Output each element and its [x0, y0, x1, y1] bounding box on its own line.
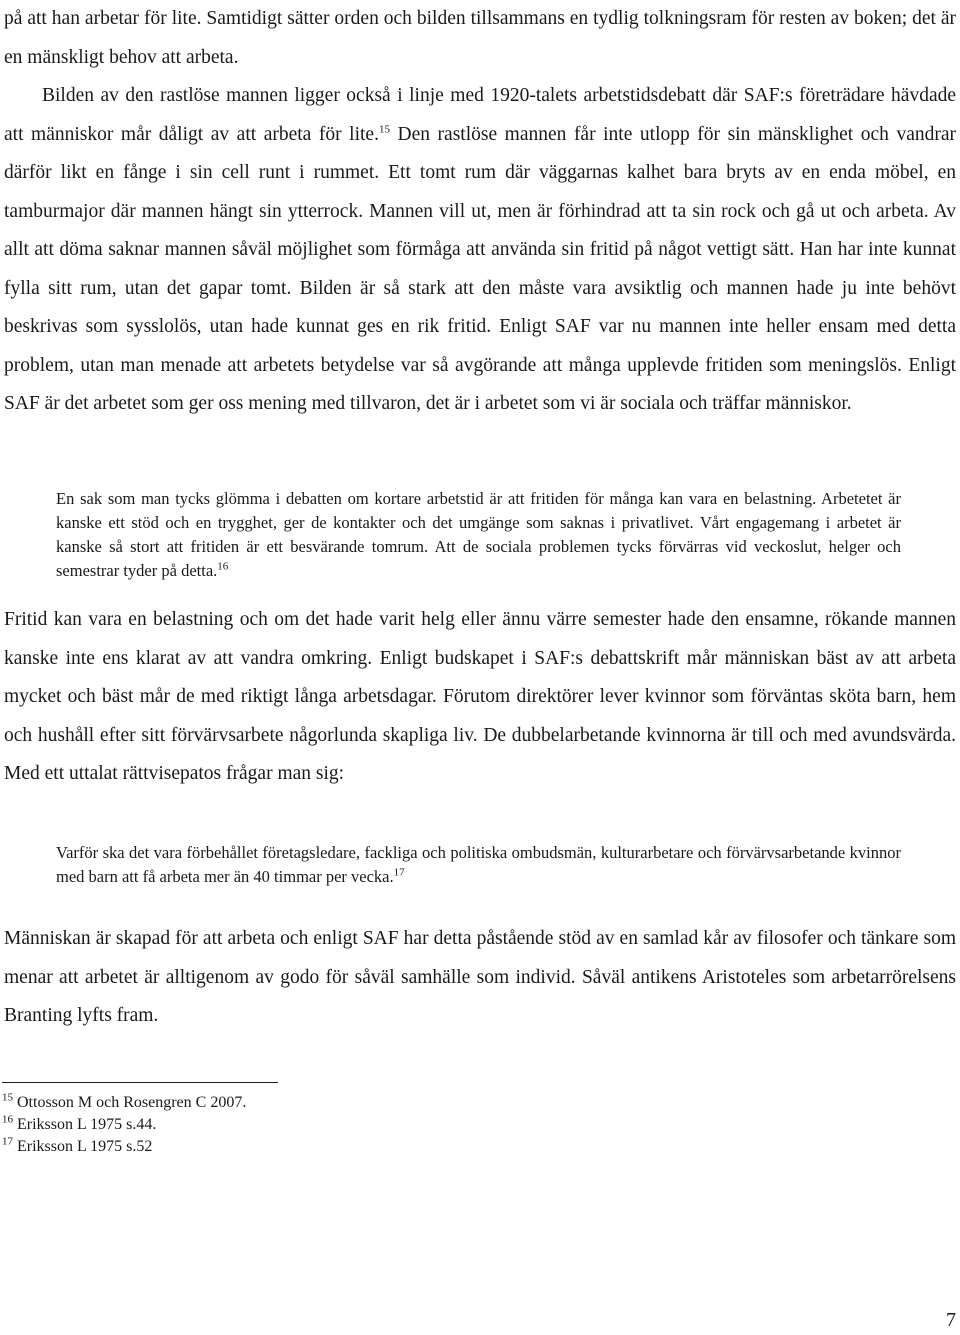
block-quote-2: [56, 841, 901, 889]
footnote-16: [2, 1114, 602, 1136]
body-paragraph-manniskan: Människan är skapad för att arbeta och enligt SAF har detta påstående stöd av en samlad kår av filosofer och tänkare som menar att arbetet är alltigenom av godo för såväl samhälle som individ. Såväl antikens Aristoteles som arbetarrörelsens Branting lyfts fram.: [4, 928, 956, 1026]
paragraph-sentence-debate: Bilden av den rastlöse mannen ligger också i linje med 1920-talets arbetstidsdebatt där SAF:s företrädare hävdade att människor mår dåligt av att arbeta för lite.: [4, 85, 956, 145]
footnote-ref-15: 15: [378, 123, 390, 135]
footnote-15: [2, 1092, 602, 1114]
paragraph-sentence-rest: Den rastlöse mannen får inte utlopp för sin mänsklighet och vandrar därför likt en fånge i sin cell runt i rummet. Ett tomt rum där väggarnas kalhet bara bryts av en enda möbel, en tamburmajor där mannen hängt sin ytterrock. Mannen vill ut, men är förhindrad att ta sin rock och gå ut och arbeta. Av allt att döma saknar mannen såväl möjlighet som förmåga att använda sin fritid på något vettigt sätt. Han har inte kunnat fylla sitt rum, utan det gapar tomt. Bilden är så stark att den måste vara avsiktlig och mannen hade ju inte behövt beskrivas som sysslolös, utan hade kunnat ges en rik fritid. Enligt SAF var nu mannen inte heller ensam med detta problem, utan man menade att arbetets betydelse var så avgörande att många upplevde fritiden som meningslös. Enligt SAF är det arbetet som ger oss mening med tillvaron, det är i arbetet som vi är sociala och träffar människor.: [4, 123, 956, 414]
block-quote-1-text: En sak som man tycks glömma i debatten om kortare arbetstid är att fritiden för många kan vara en belastning. Arbetetet är kanske ett stöd och en trygghet, ger de kontakter och det umgänge som saknas i privatlivet. Vårt engagemang i arbetet är kanske så stort att fritiden är ett besvärande tomrum. Att de sociala problemen tycks förvärras vid veckoslut, helger och semestrar tyder på detta.: [56, 489, 901, 580]
footnote-ref-17: 17: [393, 866, 405, 879]
footnote-separator: [2, 1082, 278, 1083]
footnote-ref-16: 16: [217, 560, 229, 573]
page-number: 7: [946, 1309, 956, 1331]
footnote-number: 15: [2, 1091, 13, 1104]
body-paragraph-fritid: Fritid kan vara en belastning och om det hade varit helg eller ännu värre semester hade den ensamne, rökande mannen kanske inte ens klarat av att vandra omkring. Enligt budskapet i SAF:s debattskrift mår människan bäst av att arbeta mycket och bäst mår de med riktigt långa arbetsdagar. Förutom direktörer lever kvinnor som förväntas sköta barn, hem och hushåll efter sitt förvärvsarbete någorlunda skapliga liv. De dubbelarbetande kvinnorna är till och med avundsvärda. Med ett uttalat rättvisepatos frågar man sig:: [4, 609, 956, 784]
footnote-text: Ottosson M och Rosengren C 2007.: [17, 1094, 247, 1111]
footnote-number: 17: [2, 1135, 13, 1148]
footnote-list: [2, 1092, 602, 1158]
block-quote-2-text: Varför ska det vara förbehållet företagsledare, fackliga och politiska ombudsmän, kulturarbetare och förvärvsarbetande kvinnor med barn att få arbeta mer än 40 timmar per vecka.: [56, 843, 901, 886]
footnote-text: Eriksson L 1975 s.52: [17, 1138, 153, 1155]
footnote-number: 16: [2, 1113, 13, 1126]
block-quote-1: [56, 487, 901, 583]
footnote-17: [2, 1136, 602, 1158]
paragraph-sentence-intro: på att han arbetar för lite. Samtidigt sätter orden och bilden tillsammans en tydlig tolkningsram för resten av boken; det är en mänskligt behov att arbeta.: [4, 8, 956, 68]
body-paragraph-top: [4, 0, 956, 424]
footnote-text: Eriksson L 1975 s.44.: [17, 1116, 157, 1133]
